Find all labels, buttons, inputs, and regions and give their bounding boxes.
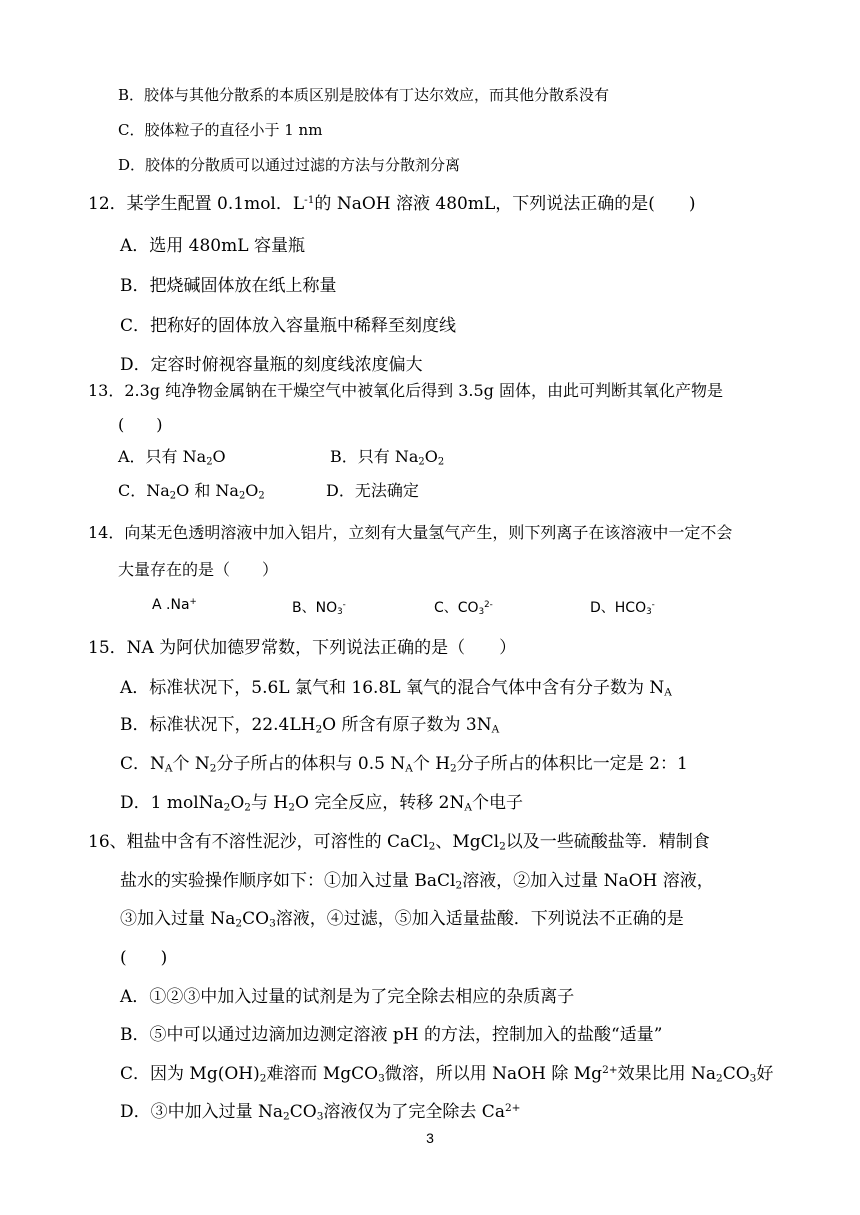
q16-option-c: C．因为 $Mg(OH)_2$难溶而 MgCO$_3$微溶，所以用 NaOH 除 $Mg^{2+}$效果比用 $Na_2CO_3$好	[120, 1064, 774, 1085]
q12-option-b: B．把烧碱固体放在纸上称量	[120, 276, 337, 296]
q16-paren: ( )	[120, 948, 168, 968]
q14-option-b: B、$NO_3^-$	[292, 600, 346, 618]
q16-stem-line2: 盐水的实验操作顺序如下：①加入过量 BaCl$_2$溶液，②加入过量 NaOH 溶液，	[120, 871, 714, 892]
q12-option-c: C．把称好的固体放入容量瓶中稀释至刻度线	[120, 316, 457, 336]
q13-option-c: C．$Na_2O$ 和 $Na_2O_2$	[118, 481, 265, 502]
q16-option-d: D．③中加入过量 $Na_2CO_3$溶液仅为了完全除去 $Ca^{2+}$	[120, 1102, 521, 1123]
q15-option-c: C．$N_A$个 $N_2$分子所占的体积与 0.5 $N_A$个 $H_2$分子所占的体积比一定是 2：1	[120, 754, 688, 775]
q15-option-d: D．1 $molNa_2O_2$与 $H_2O$ 完全反应，转移 $2N_A$个电子	[120, 793, 523, 814]
q14-option-c: C、$CO_3^{2-}$	[434, 600, 493, 618]
page-number: 3	[426, 1130, 434, 1146]
q15-option-b: B．标准状况下，$22.4LH_2O$ 所含有原子数为 $3N_A$	[120, 715, 500, 736]
q13-stem: 13．2.3g 纯净物金属钠在干燥空气中被氧化后得到 3.5g 固体，由此可判断其氧化产物是	[88, 381, 723, 400]
q12-option-d: D．定容时俯视容量瓶的刻度线浓度偏大	[120, 355, 423, 375]
q16-stem-line1: 16、粗盐中含有不溶性泥沙，可溶性的 CaCl$_2$、MgCl$_2$以及一些硫酸盐等．精制食	[88, 832, 710, 853]
q12-stem: 12．某学生配置 0.1mol．$L^{-1}$的 NaOH 溶液 480mL，下列说法正确的是( )	[88, 194, 696, 214]
q15-option-a: A．标准状况下，5.6L 氯气和 16.8L 氧气的混合气体中含有分子数为 $N_A$	[120, 678, 672, 699]
q14-stem-line1: 14．向某无色透明溶液中加入铝片，立刻有大量氢气产生，则下列离子在该溶液中一定不会	[88, 523, 733, 542]
q16-option-b: B．⑤中可以通过边滴加边测定溶液 pH 的方法，控制加入的盐酸“适量”	[120, 1025, 663, 1045]
q14-stem-line2: 大量存在的是（ ）	[118, 560, 279, 579]
q13-paren: ( )	[118, 415, 163, 434]
q12-option-a: A．选用 480mL 容量瓶	[120, 236, 305, 256]
q13-option-b: B．只有 $Na_2O_2$	[330, 447, 445, 468]
q14-option-a: A .Na+	[152, 597, 197, 613]
q16-stem-line3: ③加入过量 $Na_2CO_3$溶液，④过滤，⑤加入适量盐酸．下列说法不正确的是	[120, 909, 684, 930]
q14-option-d: D、$HCO_3^-$	[590, 600, 655, 618]
q16-option-a: A．①②③中加入过量的试剂是为了完全除去相应的杂质离子	[120, 987, 575, 1007]
q11-option-c: C．胶体粒子的直径小于 1 nm	[118, 121, 323, 139]
q13-option-d: D．无法确定	[326, 481, 419, 500]
q11-option-b: B．胶体与其他分散系的本质区别是胶体有丁达尔效应，而其他分散系没有	[118, 86, 610, 104]
q13-option-a: A．只有 $Na_2O$	[118, 447, 226, 468]
q15-stem: 15．NA 为阿伏加德罗常数，下列说法正确的是（ ）	[88, 638, 517, 658]
q11-option-d: D．胶体的分散质可以通过过滤的方法与分散剂分离	[118, 156, 461, 174]
